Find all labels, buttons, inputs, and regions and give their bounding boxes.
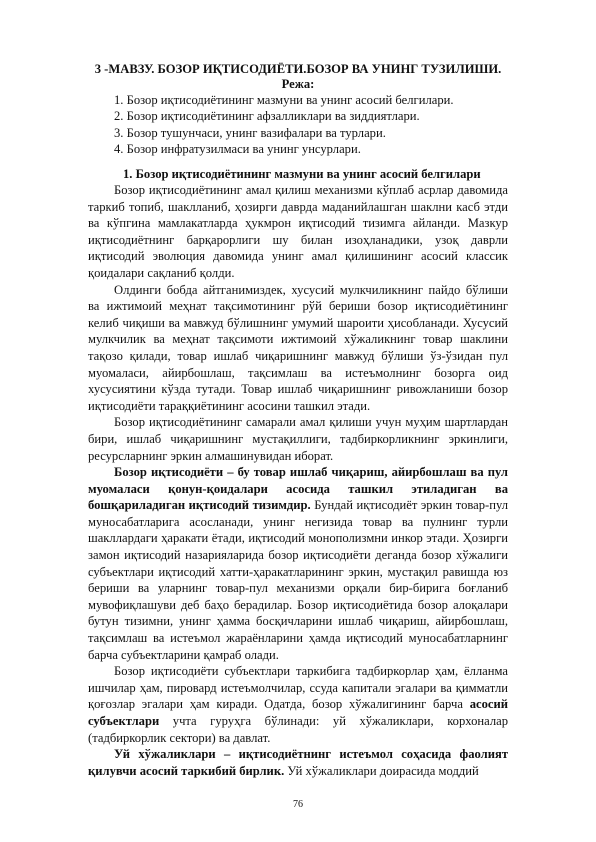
plan-list — [114, 92, 454, 158]
bold-text: Бозор иқтисодиёти – бу товар ишлаб чиқариш, айирбошлаш ва пул муомаласи қонун-қоидалари асосида ташкил этиладиган ва бошқариладиган иқтисодий тизимдир. — [88, 465, 508, 513]
plan-item: 1. Бозор иқтисодиётининг мазмуни ва унинг асосий белгилари. — [114, 93, 454, 107]
text-run: Уй хўжаликлари доирасида моддий — [284, 763, 479, 778]
plan-label: Режа: — [281, 77, 315, 91]
bold-text: асосий субъектлари — [88, 697, 508, 728]
plan-item: 3. Бозор тушунчаси, унинг вазифалари ва турлари. — [114, 125, 386, 140]
text-run: Олдинги бобда айтганимиздек, хусусий мулкчиликнинг пайдо бўлиши ва ижтимоий меҳнат тақсимотининг рўй бериши бозор иқтисодиётининг келиб чиқиши ва мавжуд бўлишнинг умумий шароити ҳисобланади. Хусусий мулкчилик ва меҳнат тақсимоти ижтимоий хўжаликнинг товар шаклини тақозо қилади, товар ишлаб чиқаришнинг мавжуд бўлиши ўз-ўзидан пул муомаласи, айирбошлаш, тақсимлаш ва истеъмолнинг бозорга оид хусусиятини кўзда тутади. Товар ишлаб чиқаришнинг ривожланиши бозор иқтисодиёти тараққиётининг асосини ташкил этади. — [88, 282, 508, 413]
text-run: учта гуруҳга бўлинади: уй хўжаликлари, корхоналар (тадбиркорлик сектори) ва давлат. — [88, 714, 508, 745]
body-paragraph — [88, 182, 508, 282]
body-paragraph — [88, 464, 508, 663]
body-text — [88, 182, 508, 779]
body-paragraph — [88, 414, 508, 464]
text-run: Бозор иқтисодиётининг амал қилиш механизми кўплаб асрлар давомида таркиб топиб, шаклланиб, ҳозирги даврда маданийлашган шаклни касб этди ва кўпгина мамлакатларда ҳукмрон иқтисодий тизимга айланди. Мазкур иқтисодиётнинг барқарорлиги шу билан изоҳланадики, узоқ даврли иқтисодий эволюция давомида унинг амал қилишининг асосий классик қоидалари сақланиб қолди. — [88, 183, 508, 280]
body-paragraph — [88, 282, 508, 415]
page-number: 76 — [293, 799, 303, 810]
bold-text: Уй хўжаликлари – иқтисодиётнинг истеъмол соҳасида фаолият қилувчи асосий таркибий бирлик. — [88, 747, 508, 778]
plan-item: 2. Бозор иқтисодиётининг афзалликлари ва зиддиятлари. — [114, 109, 420, 124]
body-paragraph — [88, 746, 508, 779]
text-run: Бундай иқтисодиёт эркин товар-пул муносабатларига асосланади, унинг негизида товар ва пулнинг турли шакллардаги ҳаракати ётади, иқтисодий монополизмни инкор этади. Ҳозирги замон иқтисодий назарияларида бозор иқтисодиёти деганда бозор хўжалиги субъектлари иқтисодий хатти-ҳаракатларининг эркин, мустақил равишда юз бериши ва уларнинг товар-пул механизми орқали бир-бирига боғланиб мувофиқлашуви деб баҳо берадилар. Бозор иқтисодиётида бозор алоқалари бутун тизимни, унинг ҳамма босқичларини ишлаб чиқариш, айирбошлаш, тақсимлаш ва истеъмол жараёнларини ҳамда иқтисодий муносабатларнинг барча субъектларини қамраб олади. — [88, 498, 508, 662]
body-paragraph — [88, 663, 508, 746]
text-run: Бозор иқтисодиётининг самарали амал қилиши учун муҳим шартлардан бири, ишлаб чиқаришнинг мустақиллиги, тадбиркорликнинг эркинлиги, ресурсларнинг эркин алмашинувидан иборат. — [88, 415, 508, 463]
text-run: Бозор иқтисодиёти субъектлари таркибига тадбиркорлар ҳам, ёлланма ишчилар ҳам, пировард истеъмолчилар, ссуда капитали эгалари ва қимматли қоғозлар эгалари ҳам киради. Одатда, бозор хўжалигининг барча — [88, 664, 508, 712]
page-title: 3 -МАВЗУ. БОЗОР ИҚТИСОДИЁТИ.БОЗОР ВА УНИНГ ТУЗИЛИШИ. — [94, 62, 502, 76]
plan-item: 4. Бозор инфратузилмаси ва унинг унсурлари. — [114, 142, 361, 157]
section-title: 1. Бозор иқтисодиётининг мазмуни ва унинг асосий белгилари — [123, 167, 481, 181]
